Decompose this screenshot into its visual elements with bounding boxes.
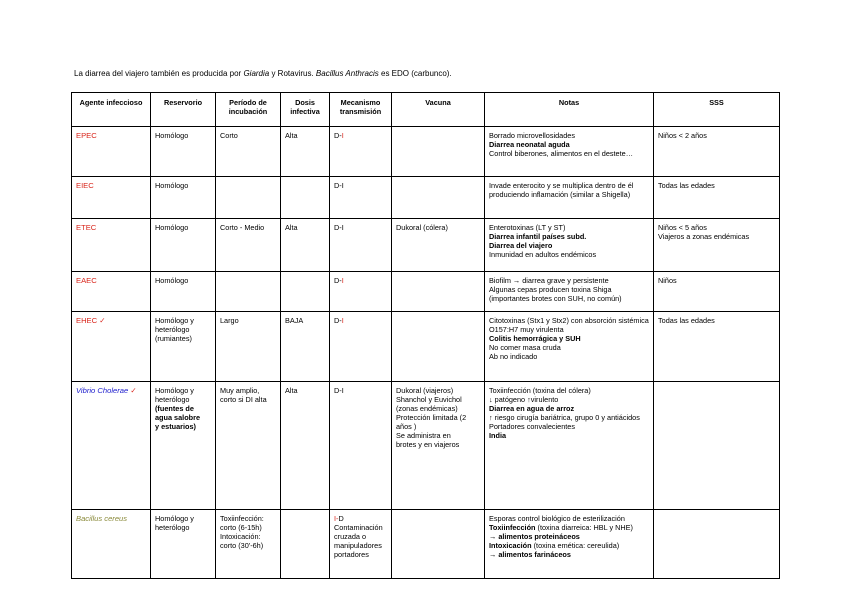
agent-name: EPEC (76, 131, 97, 140)
table-row (72, 382, 780, 510)
incubation-line: corto (30'-6h) (220, 541, 264, 550)
sss-line: Niños (658, 276, 677, 285)
agent-name: Vibrio Cholerae (76, 386, 129, 395)
reservoir-bold-line: agua salobre (155, 413, 201, 422)
cell-reservoir (151, 177, 216, 219)
note-line: O157:H7 muy virulenta (489, 325, 564, 334)
vaccine-line: Dukoral (viajeros) (396, 386, 454, 395)
cell-dose (281, 272, 330, 312)
cell-mechanism (330, 219, 392, 272)
sss-line: Todas las edades (658, 181, 715, 190)
incubation-line: Corto (220, 131, 238, 140)
note-line: Borrado microvellosidades (489, 131, 575, 140)
table-row (72, 219, 780, 272)
reservoir-line: heterólogo (155, 395, 190, 404)
cell-agent (72, 127, 151, 177)
cell-sss (654, 127, 780, 177)
reservoir-line: Homólogo (155, 131, 189, 140)
cell-mechanism (330, 382, 392, 510)
sss-line: Niños < 5 años (658, 223, 707, 232)
intro-bacillus: Bacillus Anthracis (315, 69, 379, 78)
diarrhea-agents-table (71, 92, 780, 579)
cell-incubation (216, 312, 281, 382)
mechanism-line: D-I (334, 276, 344, 285)
vaccine-line: Se administra en (396, 431, 451, 440)
note-line: Diarrea del viajero (489, 241, 553, 250)
note-line: Inmunidad en adultos endémicos (489, 250, 597, 259)
cell-incubation (216, 382, 281, 510)
intro-text (74, 69, 452, 79)
cell-sss (654, 177, 780, 219)
cell-reservoir (151, 272, 216, 312)
cell-sss (654, 312, 780, 382)
note-line: Ab no indicado (489, 352, 538, 361)
table-row (72, 312, 780, 382)
note-line: Toxiinfección (toxina diarreica: HBL y NHE) (489, 523, 633, 532)
cell-agent (72, 510, 151, 579)
cell-sss (654, 219, 780, 272)
cell-mechanism (330, 272, 392, 312)
incubation-line: Muy amplio, (220, 386, 260, 395)
note-line: Enterotoxinas (LT y ST) (489, 223, 566, 232)
incubation-line: Toxiinfección: (220, 514, 264, 523)
cell-agent (72, 382, 151, 510)
vaccine-line: Shanchol y Euvichol (396, 395, 462, 404)
note-line: Diarrea infantil países subd. (489, 232, 587, 241)
header-row (72, 93, 780, 127)
reservoir-line: heterólogo (155, 523, 190, 532)
intro-part1: La diarrea del viajero también es producida por (74, 69, 244, 78)
note-line: → alimentos proteináceos (489, 532, 580, 541)
note-line: Portadores convalecientes (489, 422, 575, 431)
agent-name: EIEC (76, 181, 94, 190)
note-line: No comer masa cruda (489, 343, 561, 352)
table-row (72, 127, 780, 177)
mechanism-line: D-I (334, 386, 344, 395)
cell-agent (72, 272, 151, 312)
mechanism-line: D-I (334, 181, 344, 190)
cell-reservoir (151, 510, 216, 579)
col-header-agent: Agente infeccioso (72, 93, 151, 127)
agent-name: ETEC (76, 223, 97, 232)
cell-notes (485, 272, 654, 312)
cell-notes (485, 177, 654, 219)
note-line: Algunas cepas producen toxina Shiga (489, 285, 612, 294)
col-header-sss: SSS (654, 93, 780, 127)
cell-vaccine (392, 219, 485, 272)
cell-reservoir (151, 219, 216, 272)
agent-name: Bacillus cereus (76, 514, 128, 523)
intro-part3: es EDO (carbunco). (378, 69, 452, 78)
cell-vaccine (392, 312, 485, 382)
cell-mechanism (330, 510, 392, 579)
mechanism-line: D-I (334, 223, 344, 232)
cell-sss (654, 510, 780, 579)
note-line: Citotoxinas (Stx1 y Stx2) con absorción sistémica (489, 316, 649, 325)
cell-dose: Alta (281, 127, 330, 177)
incubation-line: Largo (220, 316, 239, 325)
cell-notes (485, 219, 654, 272)
mechanism-line: cruzada o (334, 532, 367, 541)
note-line: Biofilm → diarrea grave y persistente (489, 276, 609, 285)
cell-incubation (216, 510, 281, 579)
cell-agent (72, 177, 151, 219)
intro-giardia: Giardia (243, 69, 270, 78)
cell-sss (654, 272, 780, 312)
note-line: Colitis hemorrágica y SUH (489, 334, 581, 343)
note-line: Control biberones, alimentos en el destete… (489, 149, 633, 158)
cell-vaccine (392, 177, 485, 219)
cell-mechanism (330, 177, 392, 219)
check-mark-icon: ✓ (97, 316, 106, 325)
reservoir-line: Homólogo y (155, 514, 194, 523)
col-header-reservoir: Reservorio (151, 93, 216, 127)
vaccine-line: años ) (396, 422, 417, 431)
sss-line: Todas las edades (658, 316, 715, 325)
note-line: ↓ patógeno ↑virulento (489, 395, 559, 404)
incubation-line: Corto - Medio (220, 223, 265, 232)
table-row (72, 272, 780, 312)
cell-reservoir (151, 127, 216, 177)
cell-dose (281, 177, 330, 219)
cell-mechanism (330, 127, 392, 177)
cell-vaccine (392, 382, 485, 510)
col-header-vaccine: Vacuna (392, 93, 485, 127)
incubation-line: Intoxicación: (220, 532, 261, 541)
agent-name: EAEC (76, 276, 97, 285)
cell-vaccine (392, 510, 485, 579)
cell-vaccine (392, 272, 485, 312)
cell-incubation (216, 127, 281, 177)
intro-part2: y Rotavirus. (269, 69, 316, 78)
col-header-notes: Notas (485, 93, 654, 127)
col-header-mechanism: Mecanismo transmisión (330, 93, 392, 127)
note-line: India (489, 431, 507, 440)
cell-notes (485, 382, 654, 510)
mechanism-line: Contaminación (334, 523, 383, 532)
cell-sss (654, 382, 780, 510)
vaccine-line: Protección limitada (2 (396, 413, 467, 422)
reservoir-bold-line: y estuarios) (155, 422, 196, 431)
note-line: Invade enterocito y se multiplica dentro de él produciendo inflamación (similar a Shigella) (489, 181, 634, 199)
cell-dose: BAJA (281, 312, 330, 382)
cell-dose: Alta (281, 219, 330, 272)
sss-line: Niños < 2 años (658, 131, 707, 140)
reservoir-line: Homólogo (155, 223, 189, 232)
mechanism-line: manipuladores (334, 541, 382, 550)
vaccine-line: (zonas endémicas) (396, 404, 458, 413)
note-line: ↑ riesgo cirugía bariátrica, grupo 0 y antiácidos (489, 413, 640, 422)
mechanism-line: I-D (334, 514, 344, 523)
reservoir-line: Homólogo y (155, 316, 194, 325)
col-header-dose: Dosis infectiva (281, 93, 330, 127)
check-mark-icon: ✓ (128, 386, 137, 395)
cell-incubation (216, 177, 281, 219)
cell-agent (72, 219, 151, 272)
sss-line: Viajeros a zonas endémicas (658, 232, 750, 241)
vaccine-line: brotes y en viajeros (396, 440, 460, 449)
reservoir-line: Homólogo y (155, 386, 194, 395)
incubation-line: corto si DI alta (220, 395, 267, 404)
cell-agent (72, 312, 151, 382)
cell-notes (485, 127, 654, 177)
note-line: (importantes brotes con SUH, no común) (489, 294, 622, 303)
note-line: Intoxicación (toxina emética: cereulida) (489, 541, 620, 550)
table-row (72, 177, 780, 219)
cell-dose (281, 510, 330, 579)
reservoir-line: heterólogo (155, 325, 190, 334)
agent-name: EHEC (76, 316, 98, 325)
cell-notes (485, 510, 654, 579)
cell-incubation (216, 272, 281, 312)
note-line: Diarrea en agua de arroz (489, 404, 575, 413)
table-row (72, 510, 780, 579)
note-line: Esporas control biológico de esterilización (489, 514, 625, 523)
col-header-incubation: Período de incubación (216, 93, 281, 127)
reservoir-bold-line: (fuentes de (155, 404, 194, 413)
incubation-line: corto (6-15h) (220, 523, 262, 532)
vaccine-line: Dukoral (cólera) (396, 223, 448, 232)
reservoir-line: Homólogo (155, 276, 189, 285)
mechanism-line: D-I (334, 316, 344, 325)
note-line: Toxiinfección (toxina del cólera) (489, 386, 591, 395)
reservoir-line: Homólogo (155, 181, 189, 190)
mechanism-line: D-I (334, 131, 344, 140)
mechanism-line: portadores (334, 550, 369, 559)
cell-reservoir (151, 312, 216, 382)
cell-incubation (216, 219, 281, 272)
note-line: Diarrea neonatal aguda (489, 140, 570, 149)
note-line: → alimentos farináceos (489, 550, 571, 559)
cell-dose: Alta (281, 382, 330, 510)
cell-vaccine (392, 127, 485, 177)
cell-reservoir (151, 382, 216, 510)
cell-mechanism (330, 312, 392, 382)
cell-notes (485, 312, 654, 382)
reservoir-line: (rumiantes) (155, 334, 192, 343)
